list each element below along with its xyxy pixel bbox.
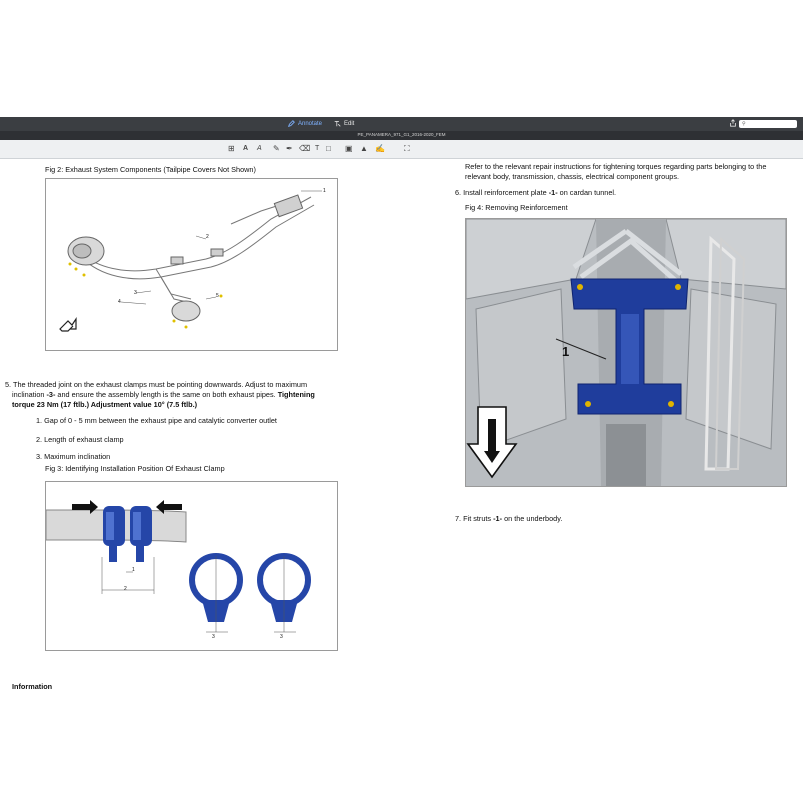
fig3-caption: Fig 3: Identifying Installation Position Of Exhaust Clamp xyxy=(45,464,225,473)
list-item: 1. Gap of 0 - 5 mm between the exhaust pipe and catalytic converter outlet xyxy=(36,416,277,425)
text-icon[interactable]: T xyxy=(315,145,320,152)
fig2-caption: Fig 2: Exhaust System Components (Tailpipe Covers Not Shown) xyxy=(45,165,256,174)
fig3-clamp-diagram xyxy=(45,481,338,651)
list-item: 3. Maximum inclination xyxy=(36,452,111,461)
text-edit-icon xyxy=(334,120,341,127)
pencil-icon xyxy=(288,120,295,127)
tab-annotate-label: Annotate xyxy=(298,120,323,127)
ref-3: -3- xyxy=(46,390,56,399)
fig4-callout-1: 1 xyxy=(562,344,570,359)
intro-line1: Refer to the relevant repair instructions for tightening torques regarding parts belonging to the xyxy=(465,162,767,171)
information-heading: Information xyxy=(12,682,53,691)
underbody-illustration xyxy=(466,219,786,486)
callout-3: 3 xyxy=(134,290,137,296)
eraser-icon[interactable]: ⌫ xyxy=(299,144,311,153)
list-item: 2. Length of exhaust clamp xyxy=(36,435,124,444)
callout-5: 5 xyxy=(216,293,219,299)
annotation-tools xyxy=(0,140,803,159)
tab-edit[interactable] xyxy=(334,120,354,127)
fig2-exhaust-diagram xyxy=(45,178,338,351)
callout-1: 1 xyxy=(323,188,326,194)
step6: 6. Install reinforcement plate -1- on cardan tunnel. xyxy=(455,188,617,197)
ref-1: -1- xyxy=(493,514,503,523)
font-icon[interactable]: A xyxy=(257,145,262,152)
search-input[interactable] xyxy=(739,120,797,128)
marker-icon[interactable]: ✒ xyxy=(286,144,293,153)
callout-2: 2 xyxy=(124,586,127,592)
exhaust-system-illustration xyxy=(46,179,337,350)
step5-line1: 5. The threaded joint on the exhaust clamps must be pointing downwards. Adjust to maximum xyxy=(5,380,308,389)
fullscreen-icon[interactable]: ⛶ xyxy=(404,144,410,153)
resize-icon[interactable]: ⊞ xyxy=(228,144,235,153)
document-title: PE_PANAMERA_971_G1_2016-2020_FEM xyxy=(357,132,446,137)
fig4-reinforcement-photo xyxy=(465,218,787,487)
callout-1: 1 xyxy=(132,567,135,573)
comment-icon[interactable]: ▣ xyxy=(345,144,353,153)
search-icon: ⚲ xyxy=(742,121,746,127)
exhaust-clamp-illustration xyxy=(46,482,337,650)
text-size-icon[interactable]: A xyxy=(243,145,249,152)
mode-bar xyxy=(0,117,803,131)
callout-3: 3 xyxy=(280,634,283,640)
tab-edit-label: Edit xyxy=(344,120,355,127)
fig4-caption: Fig 4: Removing Reinforcement xyxy=(465,203,568,212)
callout-3: 3 xyxy=(212,634,215,640)
intro-line2: relevant body, transmission, chassis, electrical component groups. xyxy=(465,172,680,181)
app-toolbar xyxy=(0,117,803,158)
step5-line2: inclination -3- and ensure the assembly length is the same on both exhaust pipes. Tightening xyxy=(12,390,315,399)
tab-annotate[interactable] xyxy=(288,120,322,127)
document-title-bar xyxy=(0,131,803,140)
callout-2: 2 xyxy=(206,234,209,240)
shapes-icon[interactable]: □ xyxy=(326,144,331,153)
share-icon[interactable] xyxy=(729,119,737,129)
step7: 7. Fit struts -1- on the underbody. xyxy=(455,514,563,523)
sign-icon[interactable]: ✍ xyxy=(375,144,385,153)
pen-icon[interactable]: ✎ xyxy=(273,144,280,153)
step5-torque: torque 23 Nm (17 ftlb.) Adjustment value 10° (7.5 ftlb.) xyxy=(12,400,198,409)
stamp-icon[interactable]: ▲ xyxy=(360,144,368,153)
callout-4: 4 xyxy=(118,299,121,305)
ref-1: -1- xyxy=(548,188,558,197)
